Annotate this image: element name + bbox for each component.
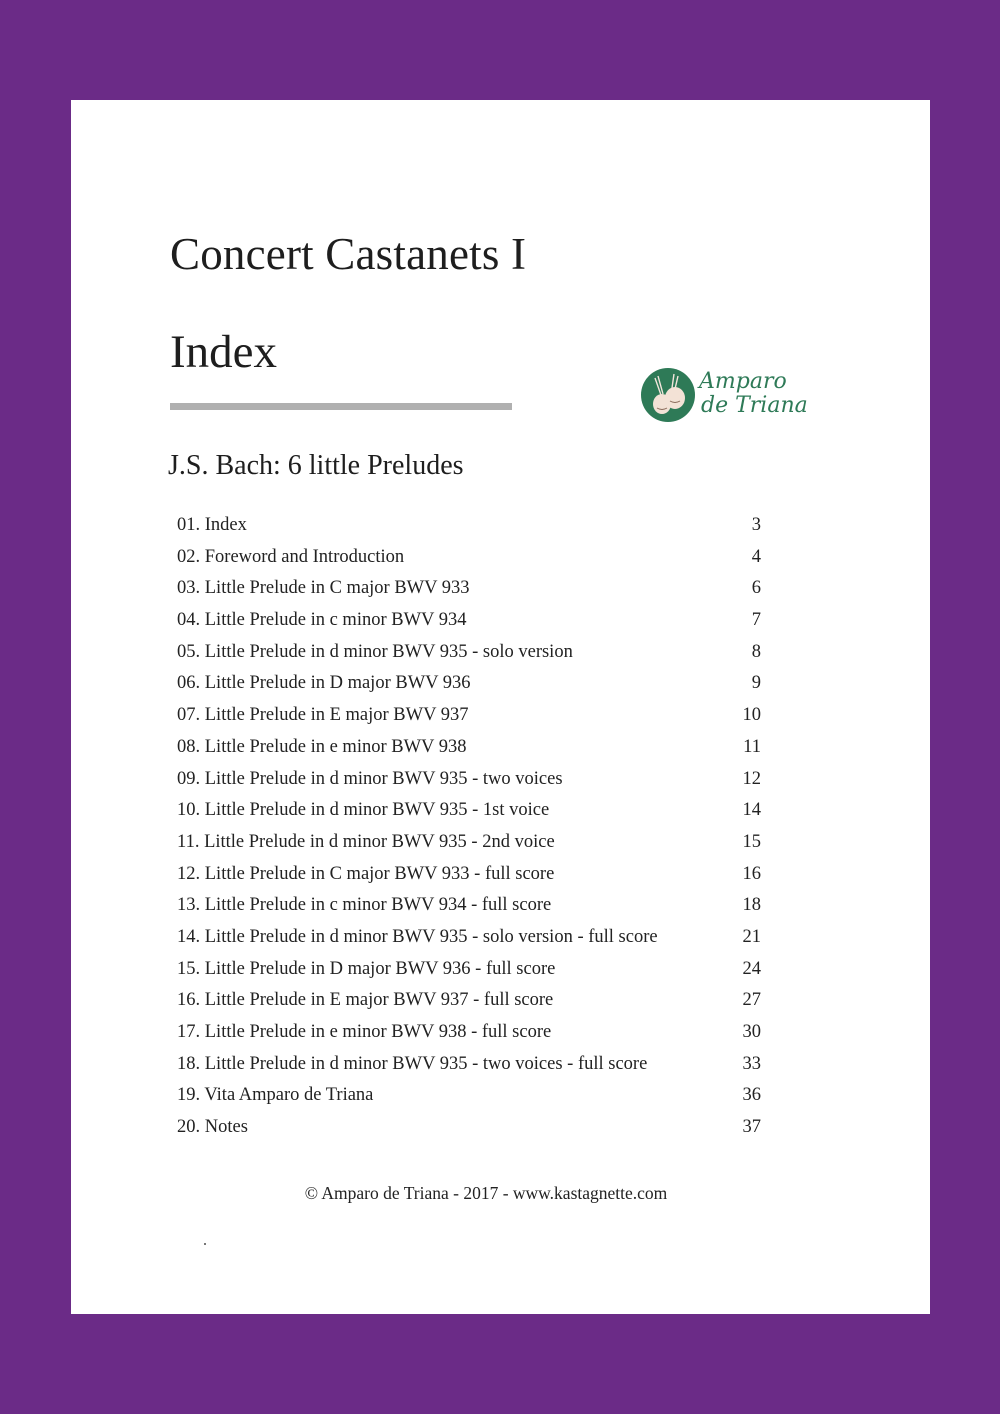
- toc-entry-label: 02. Foreword and Introduction: [177, 546, 405, 567]
- toc-entry-page: 21: [742, 926, 761, 947]
- toc-entry-label: 03. Little Prelude in C major BWV 933: [177, 578, 470, 599]
- toc-entry-label: 01. Index: [177, 515, 247, 535]
- toc-entry-label: 16. Little Prelude in E major BWV 937 - full score: [177, 990, 554, 1011]
- toc-entry: [177, 668, 761, 700]
- toc-entry: [177, 890, 761, 922]
- document-title: Concert Castanets I: [170, 229, 527, 279]
- toc-entry-label: 19. Vita Amparo de Triana: [177, 1085, 374, 1106]
- toc-entry-page: 3: [751, 515, 761, 535]
- toc-entry: [177, 605, 761, 637]
- toc-entry: [177, 1112, 761, 1144]
- toc-entry-page: 14: [742, 800, 761, 821]
- heading-divider: [170, 403, 512, 410]
- toc-entry-page: 24: [742, 958, 761, 979]
- toc-entry: [177, 542, 761, 574]
- toc-entry-label: 07. Little Prelude in E major BWV 937: [177, 705, 469, 726]
- toc-entry-label: 10. Little Prelude in d minor BWV 935 - 1st voice: [177, 800, 550, 821]
- toc-entry-label: 15. Little Prelude in D major BWV 936 - full score: [177, 958, 556, 979]
- toc-entry: [177, 700, 761, 732]
- toc-entry-label: 05. Little Prelude in d minor BWV 935 - solo version: [177, 641, 573, 662]
- toc-entry-page: 15: [742, 831, 761, 852]
- document-page: [71, 100, 930, 1314]
- toc-entry: [177, 637, 761, 669]
- toc-entry-label: 09. Little Prelude in d minor BWV 935 - two voices: [177, 768, 563, 789]
- toc-entry-label: 11. Little Prelude in d minor BWV 935 - 2nd voice: [177, 831, 555, 852]
- toc-entry-label: 12. Little Prelude in C major BWV 933 - full score: [177, 863, 555, 884]
- toc-entry: [177, 764, 761, 796]
- toc-entry-page: 30: [742, 1022, 761, 1042]
- toc-entry: [177, 1049, 761, 1081]
- toc-entry-page: 16: [742, 863, 761, 884]
- toc-entry: [177, 954, 761, 986]
- toc-entry-page: 9: [751, 673, 761, 694]
- toc-entry-page: 11: [743, 736, 761, 757]
- toc-entry-label: 14. Little Prelude in d minor BWV 935 - solo version - full score: [177, 926, 658, 947]
- toc-entry-page: 33: [742, 1053, 761, 1074]
- toc-entry-label: 13. Little Prelude in c minor BWV 934 - full score: [177, 895, 552, 916]
- toc-entry-page: 27: [742, 990, 761, 1011]
- copyright-footer: [71, 1180, 901, 1206]
- toc-entry: [177, 827, 761, 859]
- toc-entry-page: 8: [751, 641, 761, 662]
- stray-mark: [204, 1243, 206, 1245]
- toc-entry-label: 18. Little Prelude in d minor BWV 935 - two voices - full score: [177, 1053, 648, 1074]
- toc-entry: [177, 1017, 761, 1049]
- toc-entry: [177, 985, 761, 1017]
- toc-entry-label: 17. Little Prelude in e minor BWV 938 - full score: [177, 1022, 552, 1042]
- toc-entry: [177, 510, 761, 542]
- toc-entry-page: 37: [742, 1117, 761, 1138]
- copyright-text: © Amparo de Triana - 2017 - www.kastagnette.com: [304, 1183, 668, 1203]
- toc-entry-label: 08. Little Prelude in e minor BWV 938: [177, 736, 467, 757]
- toc-entry-page: 12: [742, 768, 761, 789]
- toc-entry-page: 7: [751, 610, 761, 631]
- toc-entry: [177, 922, 761, 954]
- toc-entry-page: 18: [742, 895, 761, 916]
- castanets-icon: [641, 368, 695, 422]
- amparo-de-triana-logo: [639, 366, 809, 426]
- toc-entry: [177, 795, 761, 827]
- toc-entry: [177, 573, 761, 605]
- toc-entry: [177, 1080, 761, 1112]
- toc-entry-label: 20. Notes: [177, 1117, 248, 1138]
- collection-subtitle: J.S. Bach: 6 little Preludes: [168, 450, 464, 481]
- logo-line-2: de Triana: [701, 393, 808, 418]
- logo-line-1: Amparo: [699, 369, 787, 394]
- toc-entry: [177, 859, 761, 891]
- toc-entry: [177, 732, 761, 764]
- toc-entry-page: 4: [751, 546, 761, 567]
- toc-entry-page: 6: [751, 578, 761, 599]
- toc-entry-label: 06. Little Prelude in D major BWV 936: [177, 673, 471, 694]
- toc-entry-label: 04. Little Prelude in c minor BWV 934: [177, 610, 467, 631]
- table-of-contents: [177, 510, 761, 1144]
- logo-wordmark: [699, 370, 808, 418]
- section-heading: Index: [170, 326, 278, 378]
- toc-entry-page: 10: [742, 705, 761, 726]
- toc-entry-page: 36: [742, 1085, 761, 1106]
